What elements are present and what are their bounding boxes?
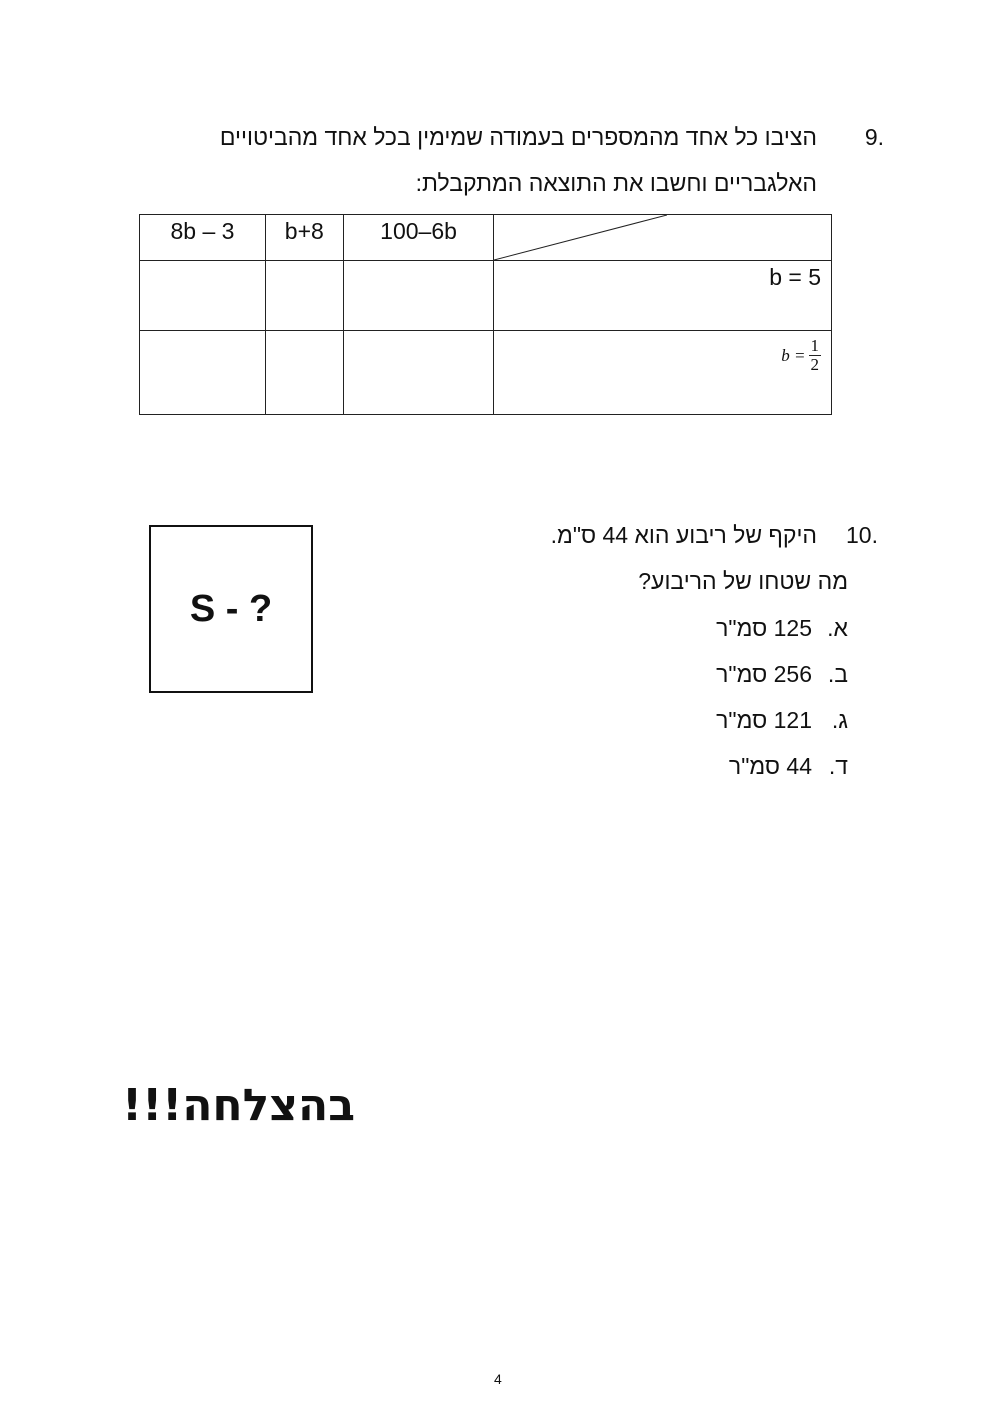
substitution-table bbox=[139, 214, 832, 415]
q9-text-line2: האלגבריים וחשבו את התוצאה המתקבלת: bbox=[415, 170, 817, 196]
fraction-numerator: 1 bbox=[810, 336, 819, 355]
fraction-denominator: 2 bbox=[810, 355, 819, 374]
square-figure bbox=[149, 525, 313, 693]
answer-cell[interactable] bbox=[266, 331, 344, 415]
q9-text-line1: הציבו כל אחד מהמספרים בעמודה שמימין בכל אחד מהביטויים bbox=[219, 124, 817, 150]
header-100-minus-6b: 100–6b bbox=[343, 215, 494, 261]
answer-cell[interactable] bbox=[140, 261, 266, 331]
row-label-b-half bbox=[494, 331, 832, 415]
q10-text-line1: היקף של ריבוע הוא 44 ס"מ. bbox=[550, 522, 817, 548]
answer-cell[interactable] bbox=[343, 331, 494, 415]
option-text: 256 סמ"ר bbox=[716, 661, 812, 687]
header-8b-minus-3: 8b – 3 bbox=[140, 215, 266, 261]
fraction-var: b = bbox=[781, 345, 806, 365]
option-letter: א. bbox=[827, 615, 848, 641]
page-number: 4 bbox=[494, 1371, 502, 1387]
q10-text-line2: מה שטחו של הריבוע? bbox=[638, 568, 848, 594]
q10-number: 10. bbox=[846, 522, 878, 548]
diagonal-corner-cell bbox=[494, 215, 832, 261]
option-letter: ב. bbox=[827, 661, 848, 687]
header-b-plus-8: b+8 bbox=[266, 215, 344, 261]
square-label: S - ? bbox=[189, 587, 273, 630]
answer-cell[interactable] bbox=[343, 261, 494, 331]
answer-cell[interactable] bbox=[266, 261, 344, 331]
row-label-b-5: b = 5 bbox=[494, 261, 832, 331]
option-text: 121 סמ"ר bbox=[716, 707, 812, 733]
q9-number: 9. bbox=[864, 124, 884, 150]
answer-cell[interactable] bbox=[140, 331, 266, 415]
option-text: 44 סמ"ר bbox=[728, 753, 812, 779]
closing-message: בהצלחה!!! bbox=[122, 1080, 356, 1131]
option-letter: ד. bbox=[828, 753, 848, 779]
option-letter: ג. bbox=[831, 707, 848, 733]
option-text: 125 סמ"ר bbox=[716, 615, 812, 641]
